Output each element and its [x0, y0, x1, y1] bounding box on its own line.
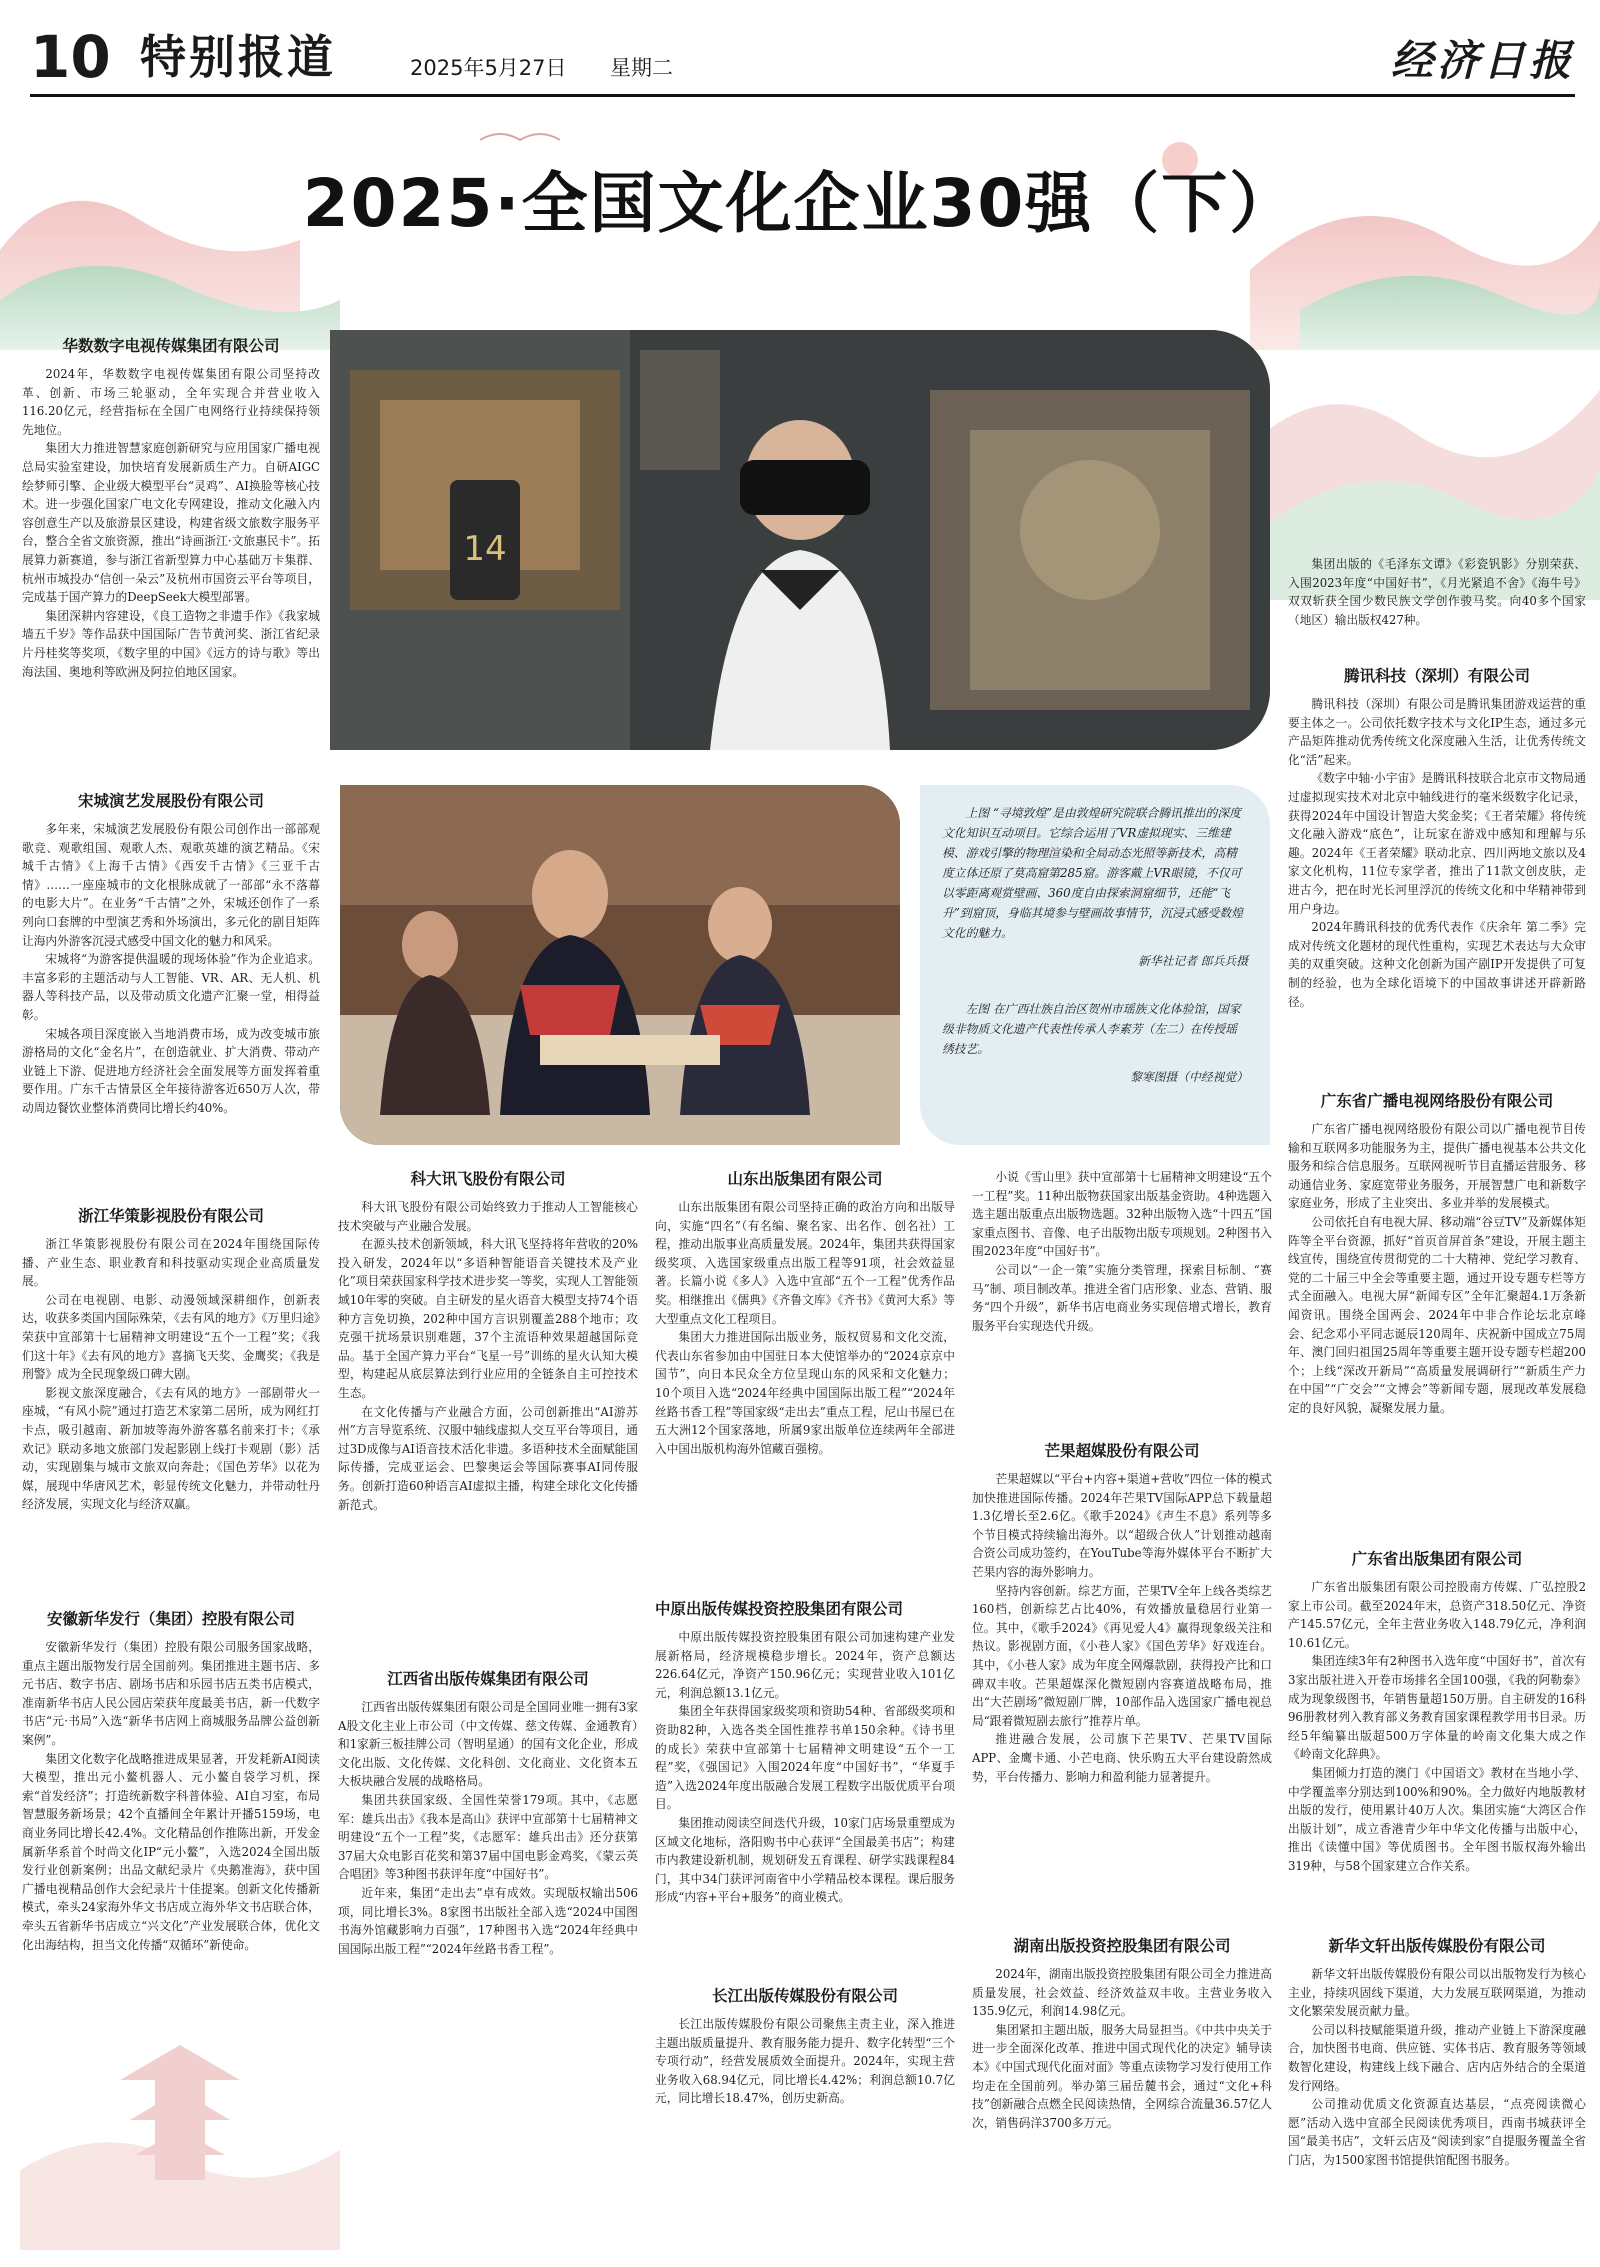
article-paragraph: 集团紧扣主题出版，服务大局显担当。《中共中央关于进一步全面深化改革、推进中国式现代化的决定》辅导读本》《中国式现代化面对面》等重点读物学习发行使用工作均走在全国前列。举办第三届岳麓书会，通过“文化+科技”创新融合点燃全民阅读热情，全网综合流量36.57亿人次，销售码洋3700多万元。 [972, 2022, 1272, 2130]
article-paragraph: 坚持内容创新。综艺方面，芒果TV全年上线各类综艺160档，创新综艺占比40%，有效播放量稳居行业第一位。其中，《歌手2024》《再见爱人4》赢得现象级关注和热议。影视剧方面，《小巷人家》《国色芳华》好戏连台。其中，《小巷人家》成为年度全网爆款剧，获得投产比和口碑双丰收。芒果超媒深化微短剧内容赛道战略布局，推出“大芒剧场”微短剧厂牌，10部作品入选国家广播电视总局“跟着微短剧去旅行”推荐片单。 [972, 1583, 1272, 1728]
article-paragraph: 多年来，宋城演艺发展股份有限公司创作出一部部观歌竞、观歌组国、观歌人杰、观歌英雄的演艺精品。《宋城千古情》《上海千古情》《西安千古情》《三亚千古情》……一座座城市的文化根脉成就了一部部“永不落幕的电影大片”。在业务“千古情”之外，宋城还创作了一系列向口套牌的中型演艺秀和外场演出，多元化的剧目矩阵让海内外游客沉浸式感受中国文化的魅力和风采。 [22, 822, 320, 948]
article-hunan [972, 1935, 1272, 2132]
article-title: 华数数字电视传媒集团有限公司 [62, 337, 280, 355]
article-shandong [655, 1168, 955, 1458]
issue-date: 2025年5月27日 [410, 56, 567, 80]
article-paragraph: 新华文轩出版传媒股份有限公司以出版物发行为核心主业，持续巩固线下渠道，大力发展互联网渠道，为推动文化繁荣发展贡献力量。 [1288, 1967, 1586, 2019]
article-paragraph: 2024年，湖南出版投资控股集团有限公司全力推进高质量发展，社会效益、经济效益双丰收。主营业务收入135.9亿元，利润14.98亿元。 [972, 1967, 1272, 2019]
article-title: 宋城演艺发展股份有限公司 [77, 792, 264, 810]
article-paragraph: 集团出版的《毛泽东文谭》《彩瓷钒影》分别荣获、入围2023年度“中国好书”，《月光紧追不舍》《海牛号》双双斩获全国少数民族文学创作骏马奖。向40多个国家（地区）输出版权427种。 [1288, 557, 1586, 627]
article-paragraph: 集团大力推进国际出版业务，版权贸易和文化交流，代表山东省参加由中国驻日本大使馆举办的“2024京京中国节”，向日本民众全方位呈现山东的风采和文化魅力；10个项目入选“2024年经典中国国际出版工程”“2024年丝路书香工程”等国家级“走出去”重点工程，尼山书屋已在五大洲12个国家落地，所属9家出版单位连续两年全部进入中国出版机构海外馆藏百强榜。 [655, 1330, 955, 1456]
article-title: 腾讯科技（深圳）有限公司 [1343, 667, 1530, 685]
article-paragraph: 近年来，集团“走出去”卓有成效。实现版权输出506项，同比增长3%。8家图书出版社全部入选“2024中国图书海外馆藏影响力百强”，17种图书入选“2024年经典中国国际出版工程”“2024年丝路书香工程”。 [338, 1885, 638, 1956]
article-paragraph: 江西省出版传媒集团有限公司是全国同业唯一拥有3家A股文化主业上市公司（中文传媒、慈文传媒、金通教育）和1家新三板挂牌公司（智明星通）的国有文化企业，形成文化出版、文化传媒、文化科创、文化商业、文化资本五大板块融合发展的战略格局。 [338, 1700, 638, 1789]
masthead [30, 22, 1575, 92]
article-paragraph: 山东出版集团有限公司坚持正确的政治方向和出版导向，实施“四名”（有名编、聚名家、出名作、创名社）工程，推动出版事业高质量发展。2024年，集团共获得国家级奖项、入选国家级重点出版工程等91项，社会效益显著。长篇小说《多人》入选中宣部“五个一工程”优秀作品奖。相继推出《儒典》《齐鲁文库》《齐书》《黄河大系》等大型重点文化工程项目。 [655, 1200, 955, 1326]
article-title: 长江出版传媒股份有限公司 [711, 1987, 898, 2005]
vr-photo [330, 330, 1270, 750]
article-title: 湖南出版投资控股集团有限公司 [1013, 1937, 1231, 1955]
article-paragraph: 集团共获国家级、全国性荣誉179项。其中，《志愿军：雄兵出击》《我本是高山》获评中宣部第十七届精神文明建设“五个一工程”奖，《志愿军：雄兵出击》还分获第37届大众电影百花奖和第37届中国电影金鸡奖，《蒙云英合唱团》等3种图书获评年度“中国好书”。 [338, 1792, 638, 1882]
embroidery-photo [340, 785, 900, 1145]
article-paragraph: 集团全年获得国家级奖项和资助54种、省部级奖项和资助82种，入选各类全国性推荐书单150余种。《诗书里的成长》荣获中宣部第十七届精神文明建设“五个一工程”奖，《强国记》入围2024年度“中国好书”，“华夏手造”入选2024年度出版融合发展工程数字出版优质平台项目。 [655, 1704, 955, 1812]
article-paragraph: 科大讯飞股份有限公司始终致力于推动人工智能核心技术突破与产业融合发展。 [338, 1200, 638, 1233]
article-hunan-cont [1288, 555, 1586, 629]
article-title: 安徽新华发行（集团）控股有限公司 [46, 1610, 295, 1628]
article-changjiang [655, 1985, 955, 2108]
article-tencent [1288, 665, 1586, 1011]
caption-bottom-credit: 黎寒图摄（中经视觉） [1130, 1070, 1248, 1084]
caption-top-credit: 新华社记者 郎兵兵摄 [1138, 954, 1248, 968]
paper-logo: 经济日报 [1390, 36, 1575, 85]
article-changjiang-cont [972, 1168, 1272, 1335]
article-paragraph: 《数字中轴·小宇宙》是腾讯科技联合北京市文物局通过虚拟现实技术对北京中轴线进行的毫米级数字化记录，获得2024年中国设计智造大奖金奖；《王者荣耀》将传统文化融入游戏“底色”，让玩家在游戏中感知和理解与乐趣。2024年《王者荣耀》联动北京、四川两地文旅以及4家文化机构，11位专家学者，推出了11款文创皮肤，走进古今，把在时光长河里浮沉的传统文化和中华精神带到用户身边。 [1288, 771, 1586, 916]
article-zhongyuan [655, 1598, 955, 1907]
article-paragraph: 小说《雪山里》获中宣部第十七届精神文明建设“五个一工程”奖。11种出版物获国家出版基金资助。4种选题入选主题出版重点出版物选题。32种出版物入选“十四五”国家重点图书、音像、电子出版物出版专项规划。2种图书入围2023年度“中国好书”。 [972, 1170, 1272, 1259]
article-anhui-xinhua [22, 1608, 320, 1954]
article-paragraph: 2024年，华数数字电视传媒集团有限公司坚持改革、创新、市场三轮驱动，全年实现合并营业收入116.20亿元，经营指标在全国广电网络行业持续保持领先地位。 [22, 367, 320, 437]
article-title: 科大讯飞股份有限公司 [410, 1170, 566, 1188]
article-paragraph: 长江出版传媒股份有限公司聚焦主责主业，深入推进主题出版质量提升、教育服务能力提升、数字化转型“三个专项行动”，经营发展质效全面提升。2024年，实现主营业务收入68.94亿元，同比增长4.42%；利润总额10.7亿元，同比增长18.47%，创历史新高。 [655, 2017, 955, 2106]
article-title: 浙江华策影视股份有限公司 [77, 1207, 264, 1225]
article-paragraph: 集团连续3年有2种图书入选年度“中国好书”，首次有3家出版社进入开卷市场排名全国100强，《我的阿勒泰》成为现象级图书，年销售量超150万册。自主研发的16科96册教材列入教育部义务教育国家课程教学用书目录。历经5年编纂出版超500万字体量的岭南文化集大成之作《岭南文化辞典》。 [1288, 1654, 1586, 1762]
article-guangdong-tv [1288, 1090, 1586, 1418]
article-huashu [22, 335, 320, 681]
page-number: 10 [30, 23, 111, 91]
article-title: 中原出版传媒投资控股集团有限公司 [655, 1600, 904, 1618]
article-paragraph: 影视文旅深度融合，《去有风的地方》一部剧带火一座城，“有风小院”通过打造艺术家第二居所，成为网红打卡点，吸引越南、新加坡等海外游客慕名前来打卡；《承欢记》联动多地文旅部门发起影剧上线打卡观剧（影）活动，实现剧集与城市文旅双向奔赴；《国色芳华》以花为媒，展现中华唐风艺术，彰显传统文化魅力，并带动牡丹经济发展，实现文化与经济双赢。 [22, 1385, 320, 1512]
article-paragraph: 公司依托自有电视大屏、移动端“谷豆TV”及新媒体矩阵等全平台资源，抓好“首页首屏首条”建设，开展主题主线宣传，围绕宣传贯彻党的二十大精神、党纪学习教育、党的二十届三中全会等重要主题，通过开设专题专栏等方式全面融入。电视大屏“新闻专区”全年汇聚超4.1万条新闻资讯。围绕全国两会、2024年中非合作论坛北京峰会、纪念邓小平同志诞辰120周年、庆祝新中国成立75周年、澳门回归祖国25周年等重要主题开设专题专栏超200个；上线“深改开新局”“高质量发展调研行”“新质生产力在中国”“广交会”“文博会”等新闻专题，展现改革发展稳定的良好风貌，凝聚发展力量。 [1288, 1214, 1586, 1415]
article-paragraph: 腾讯科技（深圳）有限公司是腾讯集团游戏运营的重要主体之一。公司依托数字技术与文化IP生态，通过多元产品矩阵推动优秀传统文化深度融入生活，让优秀传统文化“活”起来。 [1288, 697, 1586, 767]
article-paragraph: 推进融合发展，公司旗下芒果TV、芒果TV国际APP、金鹰卡通、小芒电商、快乐购五大平台建设蔚然成势，平台传播力、影响力和盈利能力显著提升。 [972, 1732, 1272, 1784]
article-paragraph: 集团文化数字化战略推进成果显著，开发耗新AI阅读大模型，推出元小鳌机器人、元小鳌自袋学习机，探索“首发经济”；打造统新数字科普体验、AI自习室，布局智慧服务新场景；42个直播间全年累计开播5159场，电商业务同比增长42.4%。文化精品创作推陈出新，开发金属新华系首个时尚文化IP“元小鳌”，入选2024全国出版发行业创新案例；出品文献纪录片《央鹅准海》，获中国广播电视精品创作大会纪录片十佳提案。创新文化传播新模式，牵头24家海外华文书店成立海外华文书店联合体，牵头五省新华书店成立“兴文化”产业发展联合体，优化文化出海结构，担当文化传播“双循环”新使命。 [22, 1751, 320, 1952]
article-paragraph: 集团大力推进智慧家庭创新研究与应用国家广播电视总局实验室建设，加快培育发展新质生产力。自研AIGC绘梦师引擎、企业级大模型平台“灵鸡”、AI换脸等核心技术。进一步强化国家广电文化专网建设，推动文化融入内容创意生产以及旅游景区建设，构建省级文旅数字服务平台，整合全省文旅资源，推出“诗画浙江·文旅惠民卡”。拓展算力新赛道，参与浙江省新型算力中心基础万卡集群、杭州市城投办“信创一朵云”及杭州市国资云平台等项目，完成基于国产算力的DeepSeek大模型部署。 [22, 441, 320, 605]
article-paragraph: 芒果超媒以“平台+内容+渠道+营收”四位一体的模式加快推进国际传播。2024年芒果TV国际APP总下载量超1.3亿增长至2.6亿。《歌手2024》《声生不息》系列等多个节目模式持续输出海外。以“超级合伙人”计划推动越南合资公司成功签约，在YouTube等海外媒体平台不断扩大芒果内容的海外影响力。 [972, 1472, 1272, 1579]
issue-weekday: 星期二 [610, 56, 673, 80]
article-paragraph: 集团倾力打造的澳门《中国语文》教材在当地小学、中学覆盖率分别达到100%和90%。全力做好内地版教材出版的发行，使用累计40万人次。集团实施“大湾区合作出版计划”，成立香港青少年中华文化传播与出版中心，推出《读懂中国》等优质图书。全年图书版权海外输出319种，与58个国家建立合作关系。 [1288, 1765, 1586, 1873]
article-paragraph: 广东省广播电视网络股份有限公司以广播电视节目传输和互联网多功能服务为主，提供广播电视基本公共文化服务和综合信息服务。互联网视听节目直播运营服务、移动通信业务、家庭宽带业务服务，开展智慧广电和新数字家庭业务，形成了主业突出、多业并举的发展模式。 [1288, 1122, 1586, 1211]
article-paragraph: 浙江华策影视股份有限公司在2024年围绕国际传播、产业生态、职业教育和科技驱动实现企业高质量发展。 [22, 1237, 320, 1289]
caption-bottom: 左图 在广西壮族自治区贺州市瑶族文化体验馆，国家级非物质文化遗产代表性传承人李素芳（左二）在传授瑶绣技艺。 [942, 1002, 1241, 1056]
article-title: 江西省出版传媒集团有限公司 [387, 1670, 589, 1688]
article-paragraph: 中原出版传媒投资控股集团有限公司加速构建产业发展新格局，经济规模稳步增长。2024年，资产总额达226.64亿元，净资产150.96亿元；实现营业收入101亿元，利润总额13.1亿元。 [655, 1630, 955, 1700]
article-paragraph: 在源头技术创新领域，科大讯飞坚持将年营收的20%投入研发，2024年以“多语种智能语音关键技术及产业化”项目荣获国家科学技术进步奖一等奖，实现人工智能领域10年零的突破。自主研发的星火语音大模型支持74个语种方言免切换，202种中国方言识别覆盖288个地市；攻克强干扰场景识别难题，37个主流语种效果超越国际竞品。基于全国产算力平台“飞星一号”训练的星火认知大模型，构建起从底层算法到行业应用的全链条自主可控技术生态。 [338, 1237, 638, 1400]
article-title: 广东省出版集团有限公司 [1351, 1550, 1523, 1568]
article-iflytek [338, 1168, 638, 1514]
article-huace [22, 1205, 320, 1514]
article-paragraph: 集团深耕内容建设，《良工造物之非遗手作》《我家城墙五千岁》等作品获中国国际广告节黄河奖、浙江省纪录片丹桂奖等奖项，《数字里的中国》《远方的诗与歌》等出海法国、奥地利等欧洲及阿拉伯地区国家。 [22, 608, 320, 679]
vr-experience-image-icon [330, 330, 1270, 750]
article-paragraph: 在文化传播与产业融合方面，公司创新推出“AI游苏州”方言导览系统、汉服中轴线虚拟人交互平台等项目，通过3D成像与AI语音技术活化非遗。多语种技术全面赋能国际传播，完成亚运会、巴黎奥运会等国际赛事AI同传服务。创新打造60种语言AI虚拟主播，构建全球化文化传播新范式。 [338, 1404, 638, 1512]
photo-caption-box [920, 785, 1270, 1145]
article-paragraph: 广东省出版集团有限公司控股南方传媒、广弘控股2家上市公司。截至2024年末，总资产318.50亿元、净资产145.57亿元，全年主营业务收入148.79亿元，净利润10.61亿元。 [1288, 1580, 1586, 1650]
article-title: 广东省广播电视网络股份有限公司 [1320, 1092, 1554, 1110]
article-jiangxi [338, 1668, 638, 1958]
article-paragraph: 公司推动优质文化资源直达基层，“点亮阅读微心愿”活动入选中宣部全民阅读优秀项目，西南书城获评全国“最美书店”，文轩云店及“阅读到家”自提服务覆盖全省门店，为1500家图书馆提供馆配图书服务。 [1288, 2097, 1586, 2167]
pagoda-decoration-icon [20, 1950, 340, 2250]
article-paragraph: 宋城各项目深度嵌入当地消费市场，成为改变城市旅游格局的文化“金名片”，在创造就业、扩大消费、带动产业链上下游、促进地方经济社会全面发展等方面发挥着重要作用。广东千古情景区全年接待游客近650万人次，带动周边餐饮业整体消费同比增长约40%。 [22, 1026, 320, 1115]
page-headline: 2025·全国文化企业30强（下） [302, 165, 1298, 242]
article-guangdong-publishing [1288, 1548, 1586, 1876]
section-name: 特别报道 [140, 30, 336, 84]
article-paragraph: 公司在电视剧、电影、动漫领域深耕细作，创新表达，收获多类国内国际殊荣，《去有风的地方》《万里归途》荣获中宣部第十七届精神文明建设“五个一工程”奖；《我们这十年》《去有风的地方》喜摘飞天奖、金鹰奖；《我是刑警》成为全民现象级口碑大剧。 [22, 1292, 321, 1382]
article-paragraph: 2024年腾讯科技的优秀代表作《庆余年 第二季》完成对传统文化题材的现代性重构，实现艺术表达与大众审美的双重突破。这种文化创新为国产剧IP开发提供了可复制的经验，也为全球化语境下的中国故事讲述开辟新路径。 [1288, 920, 1586, 1009]
article-title: 芒果超媒股份有限公司 [1044, 1442, 1200, 1460]
article-paragraph: 集团推动阅读空间迭代升级，10家门店场景重塑成为区域文化地标，洛阳购书中心获评“全国最美书店”；构建市内教建设新机制，规划研发五育课程、研学实践课程84门，其中34门获评河南省中小学精品校本课程。课后服务形成“内容+平台+服务”的商业模式。 [655, 1815, 955, 1905]
article-paragraph: 宋城将“为游客提供温暖的现场体验”作为企业追求。丰富多彩的主题活动与人工智能、VR、AR、无人机、机器人等科技产品，以及带动质文化遗产汇聚一堂，相得益彰。 [22, 952, 320, 1022]
article-mango [972, 1440, 1272, 1786]
article-songcheng [22, 790, 320, 1118]
article-paragraph: 安徽新华发行（集团）控股有限公司服务国家战略，重点主题出版物发行居全国前列。集团推进主题书店、多元书店、数字书店、剧场书店和乐园书店五类书店模式，准南新华书店人民公园店荣获年度最美书店，新一代数字书店“元·书局”入选“新华书店网上商城服务品牌公益创新案例”。 [22, 1640, 320, 1747]
svg-text:14: 14 [463, 529, 507, 569]
article-title: 新华文轩出版传媒股份有限公司 [1328, 1937, 1546, 1955]
article-paragraph: 公司以“一企一策”实施分类管理，探索目标制、“赛马”制、项目制改革。推进全省门店形象、业态、营销、服务“四个升级”，新华书店电商业务实现倍增式增长，教育服务平台实现迭代升级。 [972, 1262, 1272, 1333]
caption-top: 上图 “寻境敦煌”是由敦煌研究院联合腾讯推出的深度文化知识互动项目。它综合运用了VR虚拟现实、三维建模、游戏引擎的物理渲染和全局动态光照等新技术，高精度立体还原了莫高窟第285窟。游客戴上VR眼镜，不仅可以零距离观赏壁画、360度自由探索洞窟细节，还能“飞升”到窟顶，身临其境参与壁画故事情节，沉浸式感受数煌文化的魅力。 [942, 806, 1243, 940]
embroidery-workshop-image-icon [340, 785, 900, 1145]
article-xinhua-winshare [1288, 1935, 1586, 2170]
article-paragraph: 公司以科技赋能渠道升级，推动产业链上下游深度融合，加快图书电商、供应链、实体书店、教育服务等领域数智化建设，构建线上线下融合、店内店外结合的全渠道发行网络。 [1288, 2022, 1586, 2093]
article-title: 山东出版集团有限公司 [727, 1170, 883, 1188]
masthead-rule [30, 94, 1575, 97]
